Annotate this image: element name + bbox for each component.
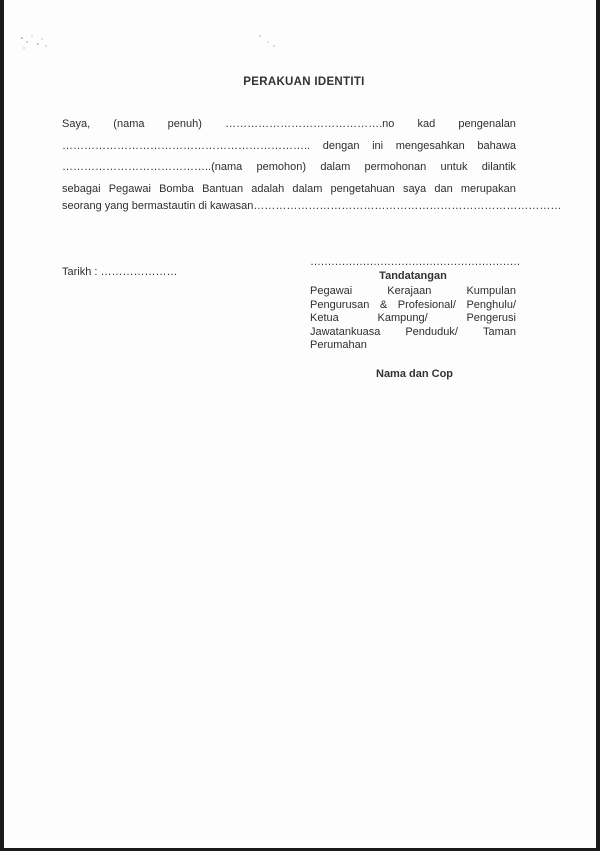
word: Ketua xyxy=(310,312,339,324)
word: adalah xyxy=(251,183,285,195)
word: Penduduk/ xyxy=(405,325,458,338)
word: kad xyxy=(417,118,436,130)
word: & xyxy=(379,298,388,311)
word: (nama xyxy=(113,118,145,130)
text-line-5 xyxy=(62,199,562,213)
word: Kumpulan xyxy=(466,285,516,297)
word: dalam xyxy=(292,183,323,195)
word: Profesional/ xyxy=(397,298,456,311)
signature-line: …………………………………………………… xyxy=(310,256,520,268)
word: Saya, xyxy=(62,118,91,130)
text-line-4 xyxy=(62,182,516,196)
dotted-field-applicant: …………………………………..(nama xyxy=(62,161,243,173)
word: Kampung/ xyxy=(377,312,428,324)
officer-line-4 xyxy=(310,326,516,340)
word: untuk xyxy=(440,161,468,173)
dotted-field-ic: ………………………………………………………….. xyxy=(62,140,311,152)
dotted-field-name: …………………………………….no xyxy=(225,118,395,130)
word: Kerajaan xyxy=(387,285,432,297)
word: dalam xyxy=(320,161,351,173)
officer-designation xyxy=(310,285,516,353)
word: Penghulu/ xyxy=(466,298,516,311)
word: sebagai xyxy=(62,183,101,195)
word: bahawa xyxy=(477,140,516,152)
word: Perumahan xyxy=(310,339,367,351)
officer-line-5 xyxy=(310,339,516,353)
word: pemohon) xyxy=(256,161,307,173)
word: penuh) xyxy=(167,118,202,130)
word: ini xyxy=(372,140,384,152)
stamp-label: Nama dan Cop xyxy=(376,368,454,380)
text-line-3 xyxy=(62,160,516,174)
word: Bantuan xyxy=(202,183,244,195)
signature-label: Tandatangan xyxy=(379,270,447,282)
scan-speck-marks-2 xyxy=(254,32,284,52)
word: merupakan xyxy=(460,183,516,195)
officer-line-3 xyxy=(310,312,516,326)
word: dilantik xyxy=(481,161,516,173)
word: dengan xyxy=(322,140,360,152)
word: Pegawai xyxy=(310,285,353,297)
officer-line-1 xyxy=(310,285,516,299)
scan-speck-marks xyxy=(18,30,58,54)
word: Taman xyxy=(482,325,516,338)
word: pengenalan xyxy=(458,118,516,130)
word: Pengurusan xyxy=(310,298,370,311)
date-field: Tarikh : ………………… xyxy=(62,266,178,278)
word: pengetahuan xyxy=(330,183,395,195)
document-title: PERAKUAN IDENTITI xyxy=(243,76,365,88)
word: saya xyxy=(402,183,427,195)
text-line-2 xyxy=(62,139,516,153)
word: Pegawai xyxy=(108,183,151,195)
text-line-1 xyxy=(62,117,516,131)
word: Pengerusi xyxy=(466,312,516,324)
residence-line: seorang yang bermastautin di kawasan………………………………………………………………………… xyxy=(62,200,562,212)
word: Jawatankuasa xyxy=(310,325,381,338)
officer-line-2 xyxy=(310,299,516,313)
word: Bomba xyxy=(159,183,194,195)
word: permohonan xyxy=(364,161,427,173)
word: mengesahkan xyxy=(395,140,465,152)
word: dan xyxy=(434,183,453,195)
